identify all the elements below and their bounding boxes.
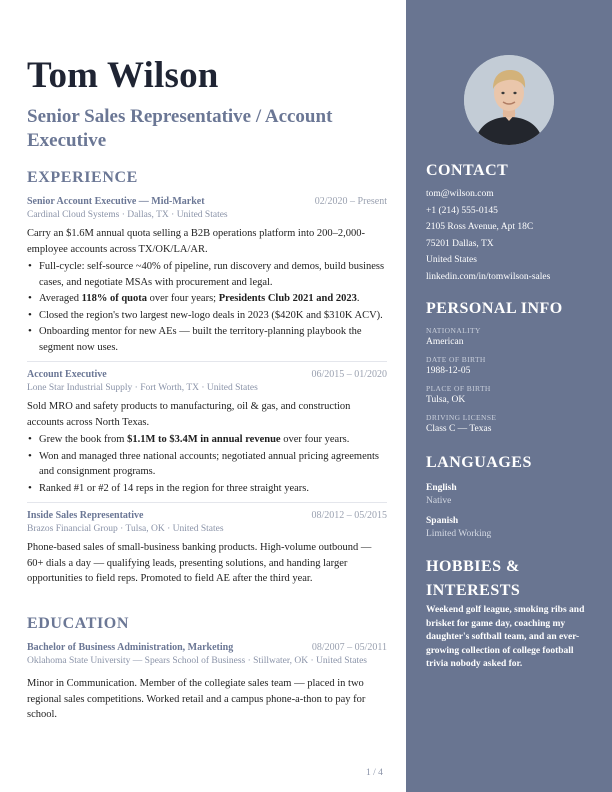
personal-info-heading: PERSONAL INFO: [426, 300, 563, 317]
education-section: [27, 615, 387, 725]
education-heading: EDUCATION: [27, 615, 130, 632]
job-description: Sold MRO and safety products to manufacturing, oil & gas, and construction accounts across North Texas.: [27, 401, 351, 428]
divider: [27, 502, 387, 503]
contact-address-line2: 75201 Dallas, TX: [426, 238, 494, 249]
contact-block: [426, 186, 601, 285]
license-label: DRIVING LICENSE: [426, 413, 497, 422]
job-bullet: • Full-cycle: self-source ~40% of pipeline, run discovery and demos, build business cases, and negotiate MSAs with procurement and legal.: [39, 259, 387, 290]
job-role: Account Executive: [27, 369, 107, 380]
job-bullet: • Onboarding mentor for new AEs — built the territory-planning playbook the segment now uses.: [39, 324, 387, 355]
language-name: Spanish: [426, 516, 459, 526]
degree: Bachelor of Business Administration, Marketing: [27, 642, 234, 653]
page-number: 1 / 4: [366, 768, 383, 778]
job-dates: 02/2020 – Present: [314, 196, 387, 207]
school: Oklahoma State University — Spears School of Business · Stillwater, OK · United States: [27, 656, 367, 666]
contact-address-line1: 2105 Ross Avenue, Apt 18C: [426, 222, 534, 232]
experience-section: [27, 169, 387, 593]
license-value: Class C — Texas: [426, 424, 492, 434]
hobbies-block: [426, 604, 596, 672]
languages-heading: LANGUAGES: [426, 454, 532, 471]
contact-phone[interactable]: +1 (214) 555-0145: [426, 205, 498, 216]
divider: [27, 361, 387, 362]
job-role: Inside Sales Representative: [27, 510, 144, 521]
job-role: Senior Account Executive — Mid-Market: [27, 196, 205, 207]
job-entry: [27, 509, 387, 587]
experience-heading: EXPERIENCE: [27, 169, 138, 186]
dob-label: DATE OF BIRTH: [426, 355, 486, 364]
hobbies-heading: HOBBIES & INTERESTS: [426, 558, 521, 599]
education-description: Minor in Communication. Member of the collegiate sales team — placed in two regional sales competitions. Worked retail and a campus phone-a-thon to pay for school.: [27, 678, 366, 720]
job-dates: 06/2015 – 01/2020: [311, 369, 387, 380]
dob-value: 1988-12-05: [426, 366, 471, 376]
job-bullet: • Grew the book from $1.1M to $3.4M in annual revenue over four years.: [39, 432, 387, 448]
pob-label: PLACE OF BIRTH: [426, 384, 491, 393]
job-entry: [27, 368, 387, 496]
language-level: Native: [426, 496, 452, 506]
job-company: Lone Star Industrial Supply · Fort Worth, TX · United States: [27, 383, 258, 393]
avatar: [464, 55, 554, 145]
hobbies-text: Weekend golf league, smoking ribs and brisket for game day, coaching my daughter's softball team, and an ever-growing collection of college football trivia nobody asked for.: [426, 605, 585, 669]
job-description: Carry an $1.6M annual quota selling a B2B operations platform into 200–2,000-employee accounts across TX/OK/LA/AR.: [27, 228, 365, 255]
contact-email[interactable]: tom@wilson.com: [426, 189, 494, 199]
language-level: Limited Working: [426, 529, 492, 539]
contact-country: United States: [426, 255, 477, 265]
personal-info-block: [426, 325, 601, 441]
job-company: Cardinal Cloud Systems · Dallas, TX · United States: [27, 210, 228, 220]
job-bullet: • Averaged 118% of quota over four years; Presidents Club 2021 and 2023.: [39, 291, 387, 307]
education-dates: 08/2007 – 05/2011: [311, 642, 387, 653]
language-name: English: [426, 483, 457, 493]
job-entry: [27, 195, 387, 355]
job-bullet: • Closed the region's two largest new-logo deals in 2023 ($420K and $310K ACV).: [39, 308, 387, 324]
job-bullet: • Ranked #1 or #2 of 14 reps in the region for three straight years.: [39, 481, 387, 497]
candidate-name: Tom Wilson: [27, 55, 219, 96]
job-description: Phone-based sales of small-business banking products. High-volume outbound — 60+ dials a day — qualifying leads, presenting solutions, and handing larger opportunities to field reps. Promoted to field AE after the third year.: [27, 542, 372, 584]
contact-linkedin[interactable]: linkedin.com/in/tomwilson-sales: [426, 271, 551, 282]
pob-value: Tulsa, OK: [426, 395, 466, 405]
nationality-label: NATIONALITY: [426, 326, 481, 335]
job-company: Brazos Financial Group · Tulsa, OK · United States: [27, 524, 224, 534]
job-bullet: • Won and managed three national accounts; negotiated annual pricing agreements and consignment programs.: [39, 449, 387, 480]
contact-heading: CONTACT: [426, 162, 509, 179]
candidate-title: Senior Sales Representative / Account Executive: [27, 106, 333, 151]
nationality-value: American: [426, 337, 464, 347]
job-dates: 08/2012 – 05/2015: [311, 510, 387, 521]
languages-block: [426, 482, 601, 548]
avatar-portrait-icon: [464, 55, 554, 145]
